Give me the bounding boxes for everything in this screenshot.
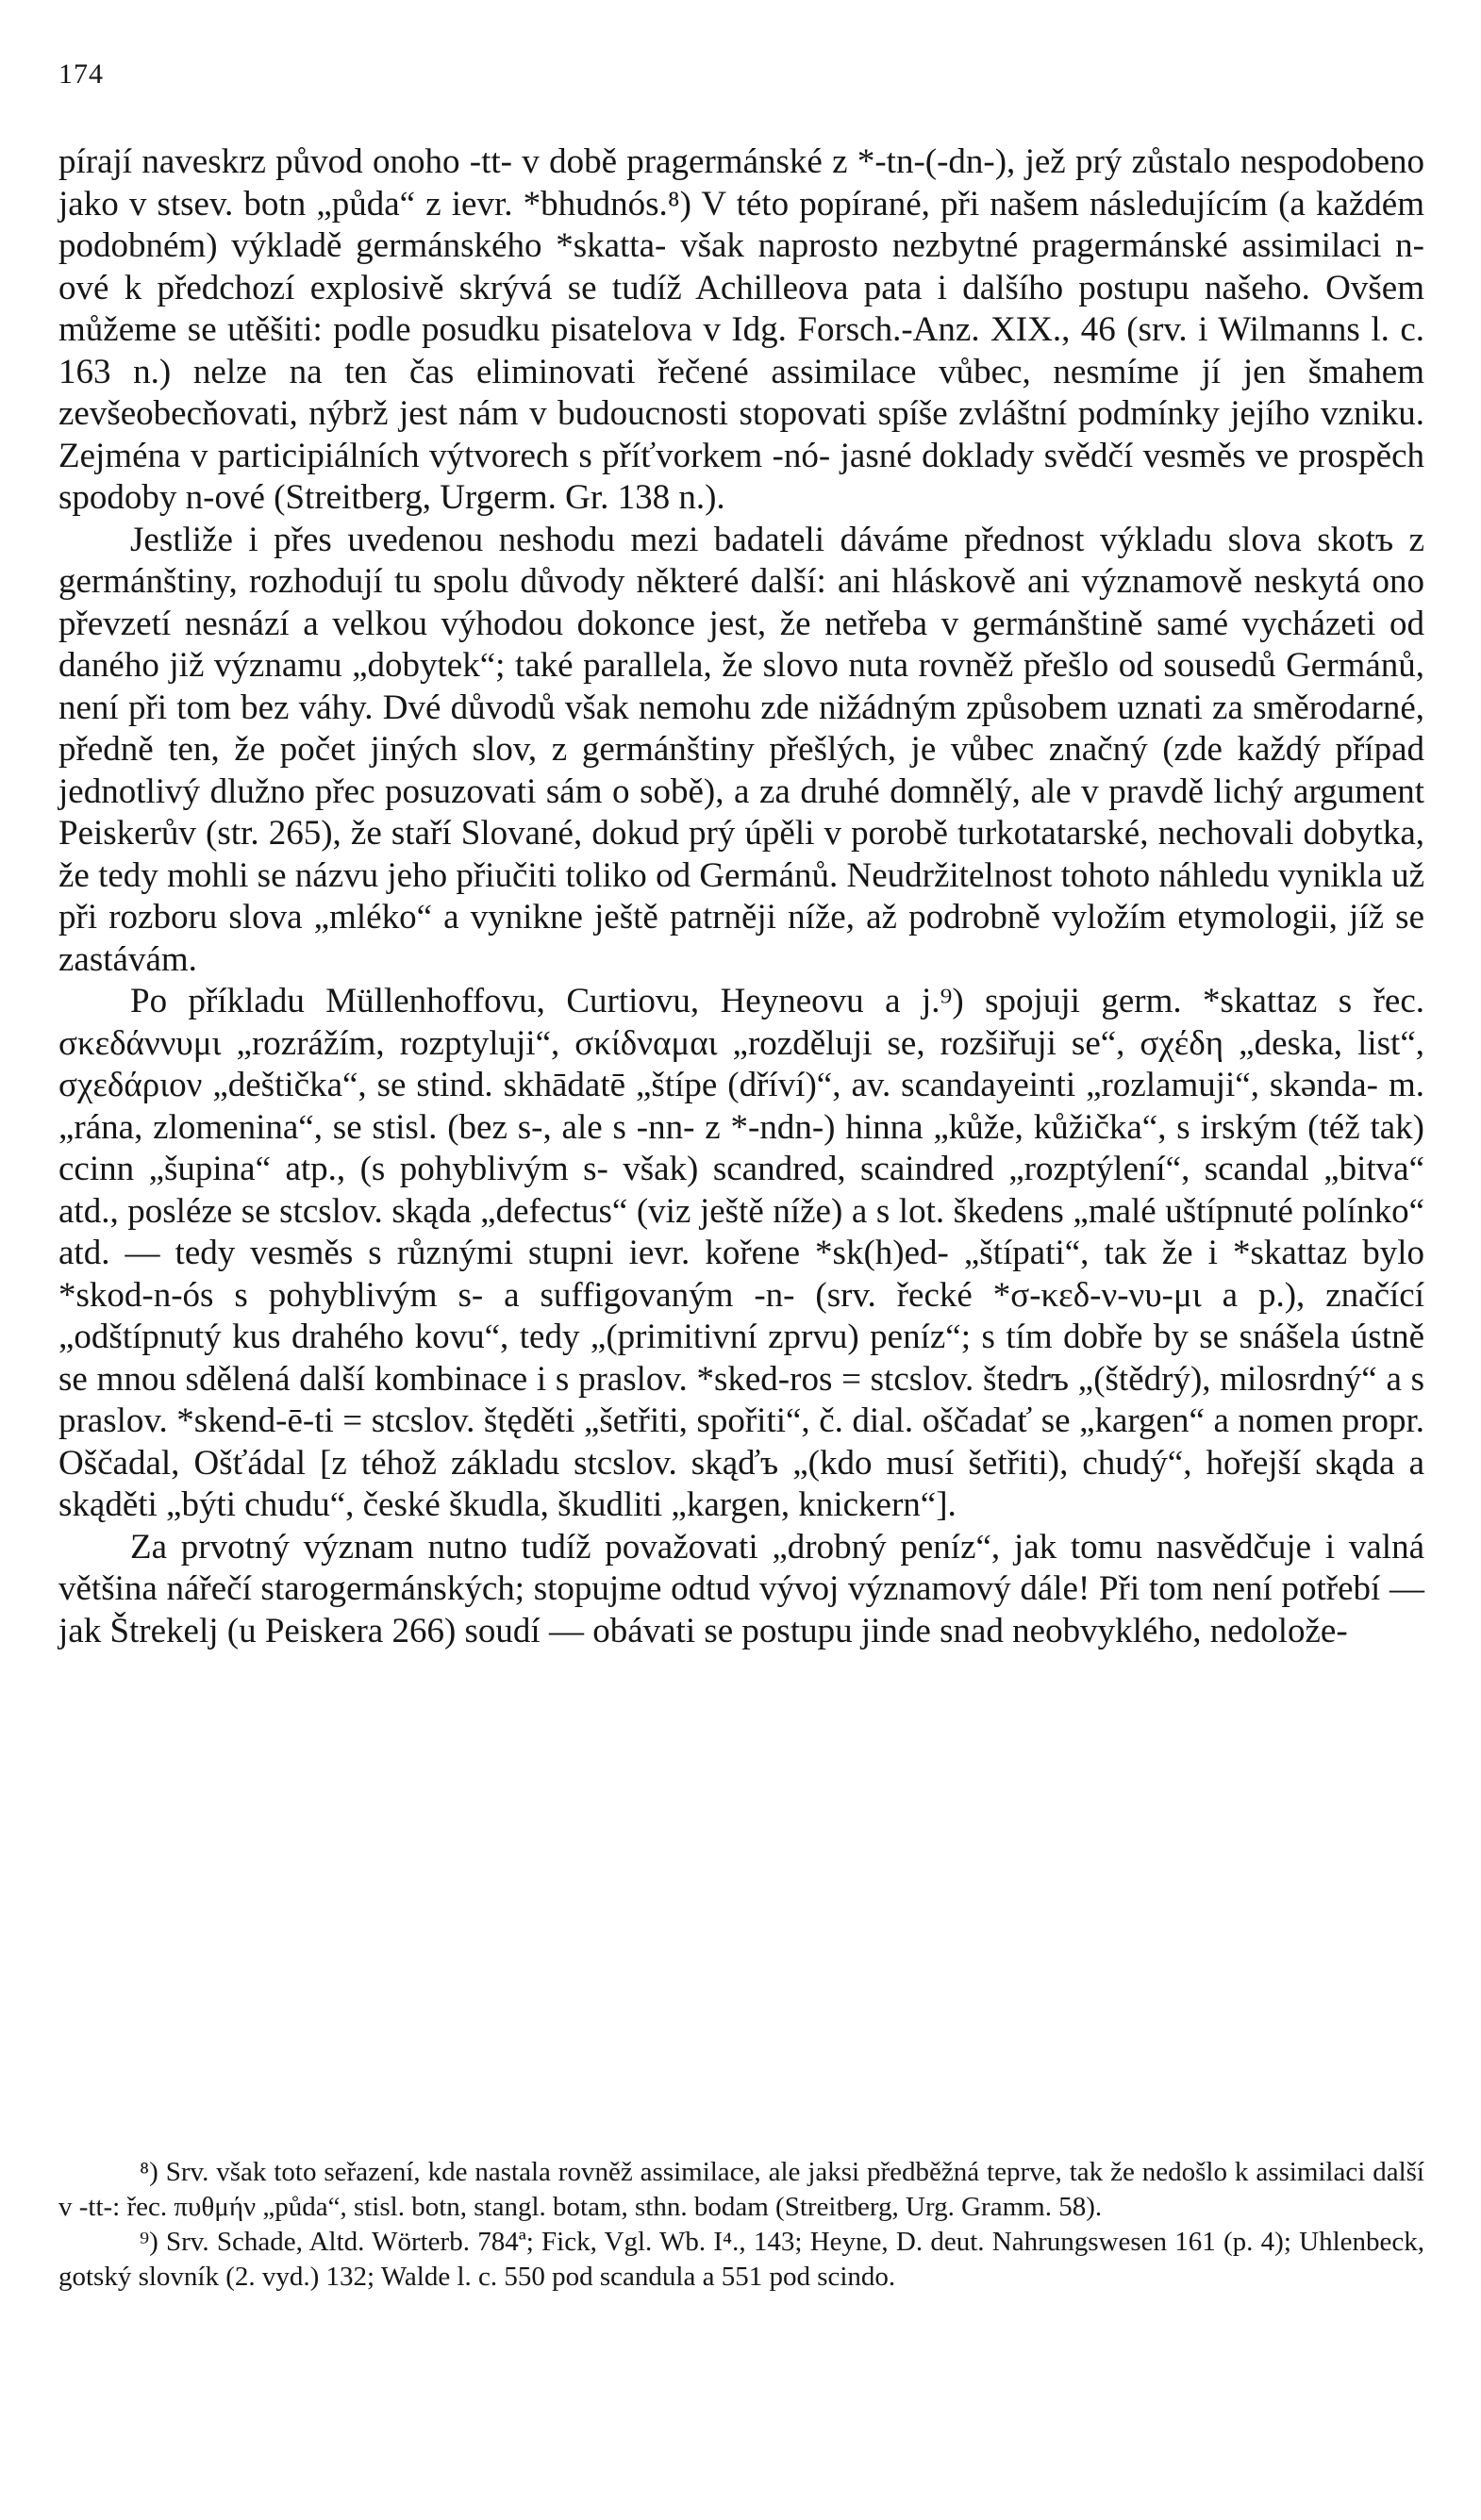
paragraph-2: Jestliže i přes uvedenou neshodu mezi badateli dáváme přednost výkladu slova skotъ z germánštiny, rozhodují tu spolu důvody některé další: ani hláskově ani významově neskytá ono převzetí nesnází a velkou výhodou dokonce jest, že netřeba v germánštině samé vycházeti od daného již významu „dobytek“; také parallela, že slovo nuta rovněž přešlo od sousedů Germánů, není při tom bez váhy. Dvé důvodů však nemohu zde nižádným způsobem uznati za směrodarné, předně ten, že počet jiných slov, z germánštiny přešlých, je vůbec značný (zde každý případ jednotlivý dlužno přec posuzovati sám o sobě), a za druhé domnělý, ale v pravdě lichý argument Peiskerův (str. 265), že staří Slované, dokud prý úpěli v porobě turkotatarské, nechovali dobytka, že tedy mohli se názvu jeho přiučiti toliko od Germánů. Neudržitelnost tohoto náhledu vynikla už při rozboru slova „mléko“ a vynikne ještě patrněji níže, až podrobně vyložím etymologii, jíž se zastávám. (58, 520, 1424, 979)
footnote-8: ⁸) Srv. však toto seřazení, kde nastala rovněž assimilace, ale jaksi předběžná teprve, tak že nedošlo k assimilaci další v -tt-: řec. πυθμήν „půda“, stisl. botn, stangl. botam, sthn. bodam (Streitberg, Urg. Gramm. 58). (58, 2157, 1424, 2222)
paragraph-4: Za prvotný význam nutno tudíž považovati „drobný peníz“, jak tomu nasvědčuje i valná většina nářečí starogermánských; stopujme odtud vývoj významový dále! Při tom není potřebí — jak Štrekelj (u Peiskera 266) soudí — obávati se postupu jinde snad neobvyklého, nedolože- (58, 1527, 1424, 1650)
body-text (58, 141, 1424, 1652)
paragraph-1: pírají naveskrz původ onoho -tt- v době pragermánské z *-tn-(-dn-), jež prý zůstalo nespodobeno jako v stsev. botn „půda“ z ievr. *bhudnós.⁸) V této popírané, při našem následujícím (a každém podobném) výkladě germánského *skatta- však naprosto nezbytné pragermánské assimilaci n-ové k předchozí explosivě skrývá se tudíž Achilleova pata i dalšího postupu našeho. Ovšem můžeme se utěšiti: podle posudku pisatelova v Idg. Forsch.-Anz. XIX., 46 (srv. i Wilmanns l. c. 163 n.) nelze na ten čas eliminovati řečené assimilace vůbec, nesmíme jí jen šmahem zevšeobecňovati, nýbrž jest nám v budoucnosti stopovati spíše zvláštní podmínky jejího vzniku. Zejména v participiálních výtvorech s příťvorkem -nó- jasné doklady svědčí vesměs ve prospěch spodoby n-ové (Streitberg, Urgerm. Gr. 138 n.). (58, 142, 1424, 517)
paragraph-3: Po příkladu Müllenhoffovu, Curtiovu, Heyneovu a j.⁹) spojuji germ. *skattaz s řec. σκεδάννυμι „rozrážím, rozptyluji“, σκίδναμαι „rozděluji se, rozšiřuji se“, σχέδη „deska, list“, σχεδάριον „deštička“, se stind. skhādatē „štípe (dříví)“, av. scandayeinti „rozlamuji“, skənda- m. „rána, zlomenina“, se stisl. (bez s-, ale s -nn- z *-ndn-) hinna „kůže, kůžička“, s irským (též tak) ccinn „šupina“ atp., (s pohyblivým s- však) scandred, scaindred „rozptýlení“, scandal „bitva“ atd., posléze se stcslov. skąda „defectus“ (viz ještě níže) a s lot. škedens „malé uštípnuté polínko“ atd. — tedy vesměs s různými stupni ievr. kořene *sk(h)ed- „štípati“, tak že i *skattaz bylo *skod-n-ós s pohyblivým s- a suffigovaným -n- (srv. řecké *σ-κεδ-ν-νυ-μι a p.), značící „odštípnutý kus drahého kovu“, tedy „(primitivní zprvu) peníz“; s tím dobře by se snášela ústně se mnou sdělená další kombinace i s praslov. *sked-ros = stcslov. štedrъ „(štědrý), milosrdný“ a s praslov. *skend-ē-ti = stcslov. štęděti „šetřiti, spořiti“, č. dial. oščadať se „kargen“ a nomen propr. Oščadal, Ošťádal [z téhož základu stcslov. skąďъ „(kdo musí šetřiti), chudý“, hořejší skąda a skąděti „býti chudu“, české škudla, škudliti „kargen, knickern“]. (58, 982, 1424, 1524)
footnotes (58, 2155, 1424, 2295)
footnote-9: ⁹) Srv. Schade, Altd. Wörterb. 784ª; Fick, Vgl. Wb. I⁴., 143; Heyne, D. deut. Nahrungswesen 161 (p. 4); Uhlenbeck, gotský slovník (2. vyd.) 132; Walde l. c. 550 pod scandula a 551 pod scindo. (58, 2227, 1424, 2292)
page-number: 174 (58, 58, 104, 90)
